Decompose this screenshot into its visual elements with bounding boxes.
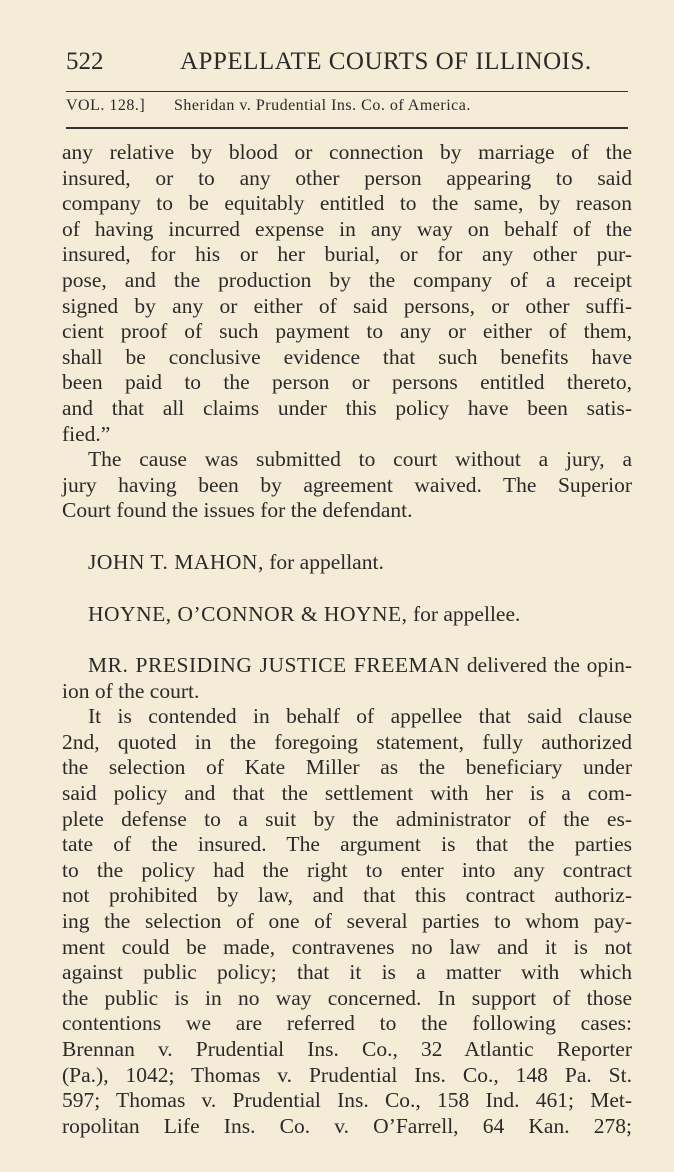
paragraph-opinion bbox=[62, 704, 632, 1139]
text-line: to the policy had the right to enter into any contract bbox=[62, 857, 632, 882]
spacer bbox=[62, 627, 632, 653]
text-line: 2nd, quoted in the foregoing statement, fully authorized bbox=[62, 729, 632, 754]
text-line: company to be equitably entitled to the same, by reason bbox=[62, 191, 632, 216]
spacer bbox=[62, 576, 632, 602]
text-line: said policy and that the settlement with her is a com- bbox=[62, 781, 632, 806]
text-line: the selection of Kate Miller as the beneficiary under bbox=[62, 755, 632, 780]
spacer bbox=[62, 524, 632, 550]
text-line: of having incurred expense in any way on behalf of the bbox=[62, 216, 632, 241]
counsel-appellee-name: HOYNE, O’CONNOR & HOYNE, bbox=[88, 601, 408, 626]
text-line: 597; Thomas v. Prudential Ins. Co., 158 Ind. 461; Met- bbox=[62, 1088, 632, 1113]
text-line: contentions we are referred to the following cases: bbox=[62, 1011, 632, 1036]
case-subheader bbox=[66, 97, 632, 121]
text-line: (Pa.), 1042; Thomas v. Prudential Ins. Co., 148 Pa. St. bbox=[62, 1062, 632, 1087]
opinion-judge: MR. PRESIDING JUSTICE FREEMAN bbox=[88, 653, 461, 678]
opinion-intro-rest: delivered the opin- bbox=[460, 653, 632, 678]
text-line: ion of the court. bbox=[62, 678, 200, 703]
page-number: 522 bbox=[66, 48, 104, 75]
header-rule-top bbox=[66, 91, 628, 92]
running-title: APPELLATE COURTS OF ILLINOIS. bbox=[180, 48, 592, 75]
text-line: ment could be made, contravenes no law and it is not bbox=[62, 934, 632, 959]
text-line: fied.” bbox=[62, 421, 111, 446]
counsel-appellant bbox=[62, 550, 632, 576]
text-line: Brennan v. Prudential Ins. Co., 32 Atlantic Reporter bbox=[62, 1037, 632, 1061]
text-line: and that all claims under this policy have been satis- bbox=[62, 395, 632, 420]
text-line: against public policy; that it is a matter with which bbox=[62, 960, 632, 985]
page-header bbox=[66, 48, 632, 88]
volume-label: VOL. 128.] bbox=[66, 97, 146, 114]
text-line: Court found the issues for the defendant. bbox=[62, 498, 413, 523]
text-line: tate of the insured. The argument is that the parties bbox=[62, 832, 632, 857]
paragraph-trial-statement bbox=[62, 447, 632, 524]
page-body bbox=[62, 140, 632, 1139]
text-line: The cause was submitted to court without a jury, a bbox=[88, 447, 632, 472]
text-line: signed by any or either of said persons, or other suffi- bbox=[62, 293, 632, 318]
text-line: cient proof of such payment to any or either of them, bbox=[62, 319, 632, 344]
text-line: been paid to the person or persons entitled thereto, bbox=[62, 370, 632, 395]
text-line: pose, and the production by the company of a receipt bbox=[62, 267, 632, 292]
opinion-intro bbox=[62, 653, 632, 679]
case-title: Sheridan v. Prudential Ins. Co. of America. bbox=[174, 97, 471, 114]
counsel-appellant-name: JOHN T. MAHON, bbox=[88, 549, 264, 574]
counsel-appellant-role: for appellant. bbox=[263, 549, 384, 574]
text-line: ropolitan Life Ins. Co. v. O’Farrell, 64 Kan. 278; bbox=[62, 1113, 632, 1138]
text-line: insured, for his or her burial, or for any other pur- bbox=[62, 242, 632, 267]
text-line: shall be conclusive evidence that such benefits have bbox=[62, 344, 632, 369]
paragraph-policy-clause bbox=[62, 140, 632, 447]
text-line: not prohibited by law, and that this contract authoriz- bbox=[62, 883, 632, 908]
text-line: It is contended in behalf of appellee that said clause bbox=[88, 704, 632, 729]
text-line: the public is in no way concerned. In support of those bbox=[62, 985, 632, 1010]
counsel-appellee bbox=[62, 602, 632, 628]
text-line: insured, or to any other person appearing to said bbox=[62, 165, 632, 190]
text-line: jury having been by agreement waived. The Superior bbox=[62, 472, 632, 497]
text-line: plete defense to a suit by the administrator of the es- bbox=[62, 806, 632, 831]
text-line: any relative by blood or connection by marriage of the bbox=[62, 140, 632, 164]
counsel-appellee-role: for appellee. bbox=[407, 601, 521, 626]
header-rule-bottom bbox=[66, 127, 628, 129]
text-line: ing the selection of one of several parties to whom pay- bbox=[62, 909, 632, 934]
